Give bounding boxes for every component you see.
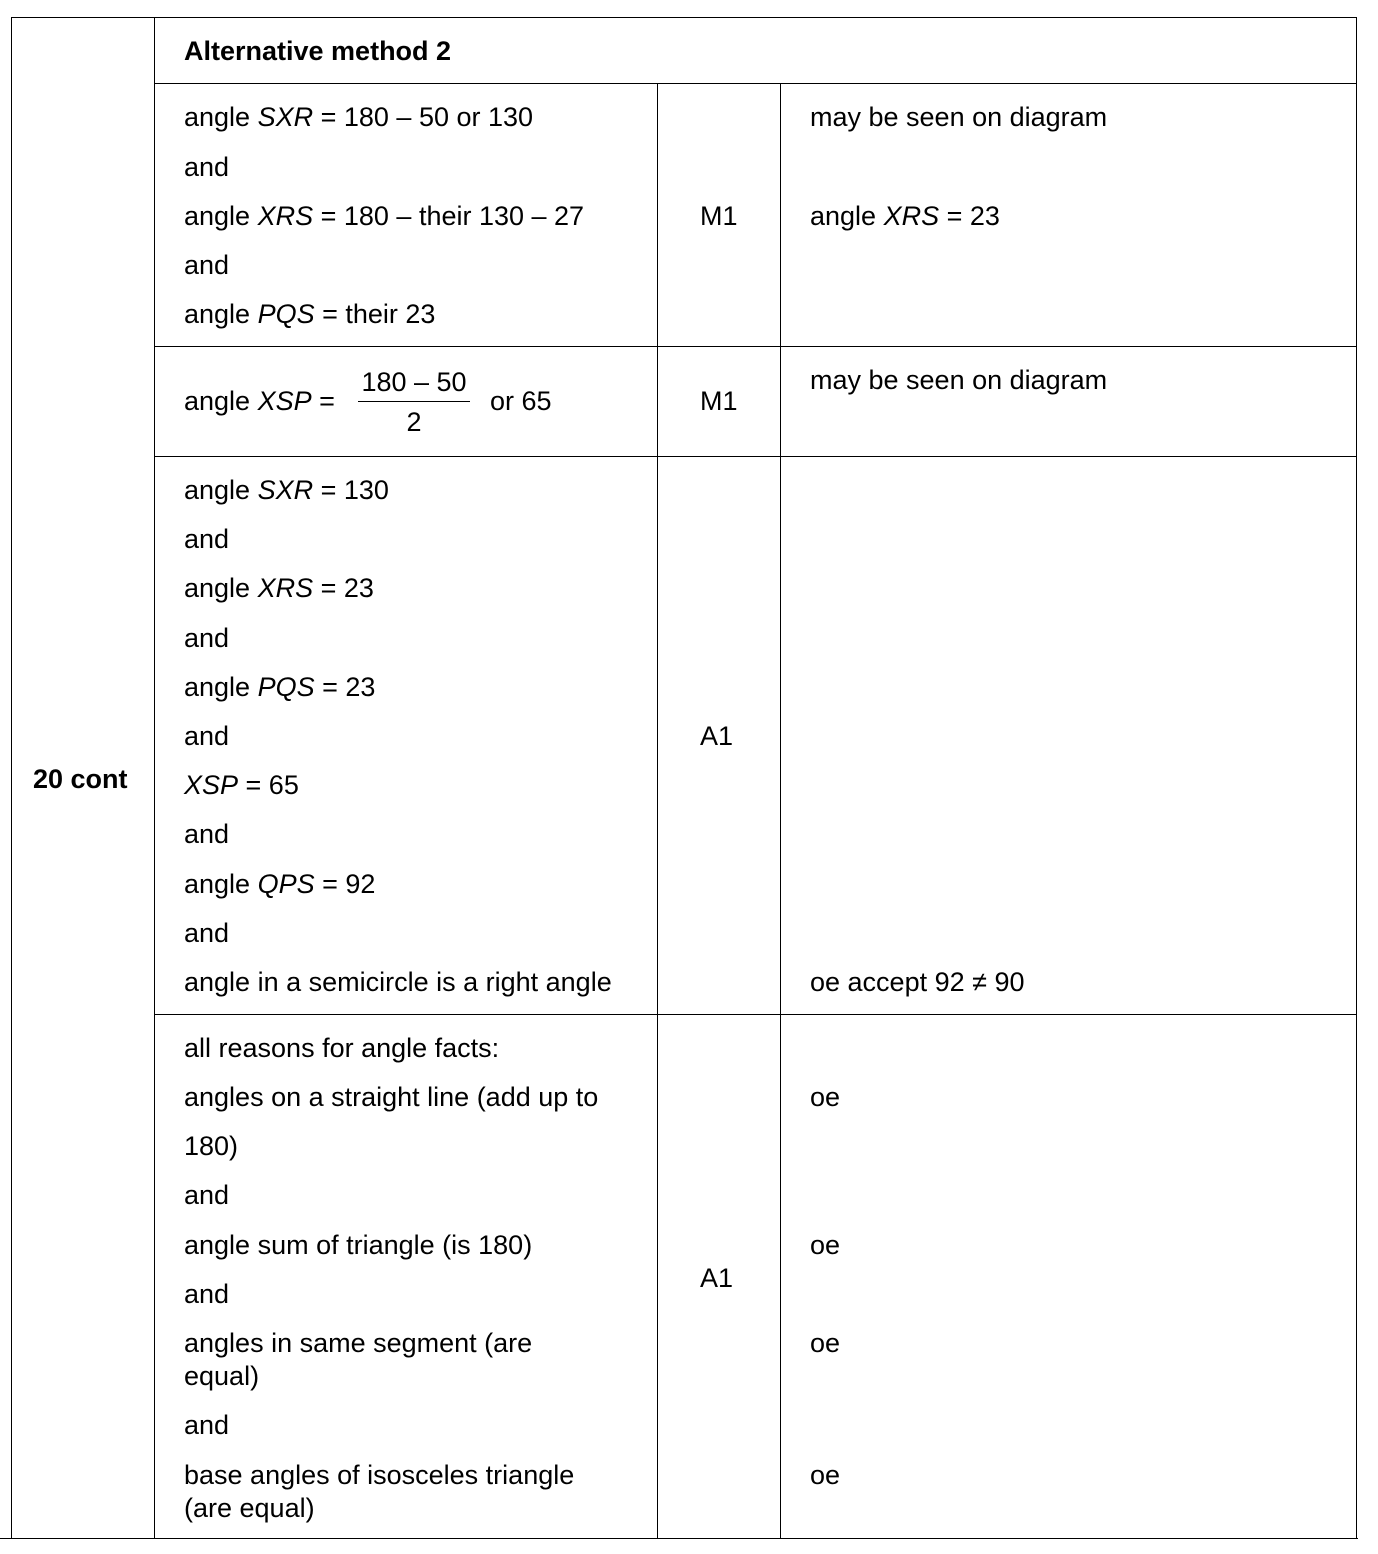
working-line: angles in same segment (are — [184, 1328, 533, 1358]
method-heading: Alternative method 2 — [184, 36, 452, 66]
comment-line: oe — [810, 1082, 841, 1112]
working-line: XSP = 65 — [184, 770, 299, 800]
working-line: base angles of isosceles triangle — [184, 1460, 575, 1490]
column-divider-mark — [780, 83, 781, 1539]
working-line: and — [184, 918, 230, 948]
working-line: and — [184, 152, 230, 182]
fraction-bar — [358, 401, 470, 402]
mark-code: M1 — [700, 386, 738, 416]
mark-code: M1 — [700, 201, 738, 231]
working-line: angle PQS = 23 — [184, 672, 376, 702]
working-line: and — [184, 1180, 230, 1210]
working-line: angle QPS = 92 — [184, 869, 376, 899]
table-bottom-border — [0, 1538, 1358, 1539]
working-line: equal) — [184, 1361, 260, 1391]
row-divider-3 — [154, 1014, 1357, 1015]
working-line: and — [184, 1410, 230, 1440]
row-divider-heading — [154, 83, 1357, 84]
working-line: and — [184, 250, 230, 280]
fraction — [358, 366, 470, 438]
working-line: angle SXR = 130 — [184, 475, 389, 505]
mark-code: A1 — [700, 1263, 734, 1293]
working-line: angle in a semicircle is a right angle — [184, 967, 612, 997]
working-line: and — [184, 819, 230, 849]
comment-line: oe accept 92 ≠ 90 — [810, 967, 1025, 997]
working-line: angle SXR = 180 – 50 or 130 — [184, 102, 534, 132]
working-line: and — [184, 721, 230, 751]
fraction-numerator: 180 – 50 — [361, 367, 467, 397]
working-line: angle sum of triangle (is 180) — [184, 1230, 533, 1260]
comment-line: angle XRS = 23 — [810, 201, 1000, 231]
comment-line: oe — [810, 1460, 841, 1490]
question-number: 20 cont — [33, 764, 128, 794]
row-divider-1 — [154, 346, 1357, 347]
comment-line: may be seen on diagram — [810, 102, 1108, 132]
working-line: angles on a straight line (add up to — [184, 1082, 599, 1112]
comment-line: oe — [810, 1328, 841, 1358]
comment-line: may be seen on diagram — [810, 365, 1108, 395]
working-line: (are equal) — [184, 1493, 315, 1523]
working-line: 180) — [184, 1131, 239, 1161]
working-line: or 65 — [490, 386, 552, 416]
working-line: angle PQS = their 23 — [184, 299, 436, 329]
row-divider-2 — [154, 456, 1357, 457]
column-divider-question — [154, 17, 155, 1539]
working-line: angle XRS = 180 – their 130 – 27 — [184, 201, 585, 231]
working-line: and — [184, 1279, 230, 1309]
working-line: and — [184, 524, 230, 554]
column-divider-working — [657, 83, 658, 1539]
working-line: angle XRS = 23 — [184, 573, 374, 603]
working-line: all reasons for angle facts: — [184, 1033, 500, 1063]
comment-line: oe — [810, 1230, 841, 1260]
working-line: and — [184, 623, 230, 653]
working-line: angle XSP = — [184, 386, 335, 416]
fraction-denominator: 2 — [406, 407, 422, 437]
mark-code: A1 — [700, 721, 734, 751]
